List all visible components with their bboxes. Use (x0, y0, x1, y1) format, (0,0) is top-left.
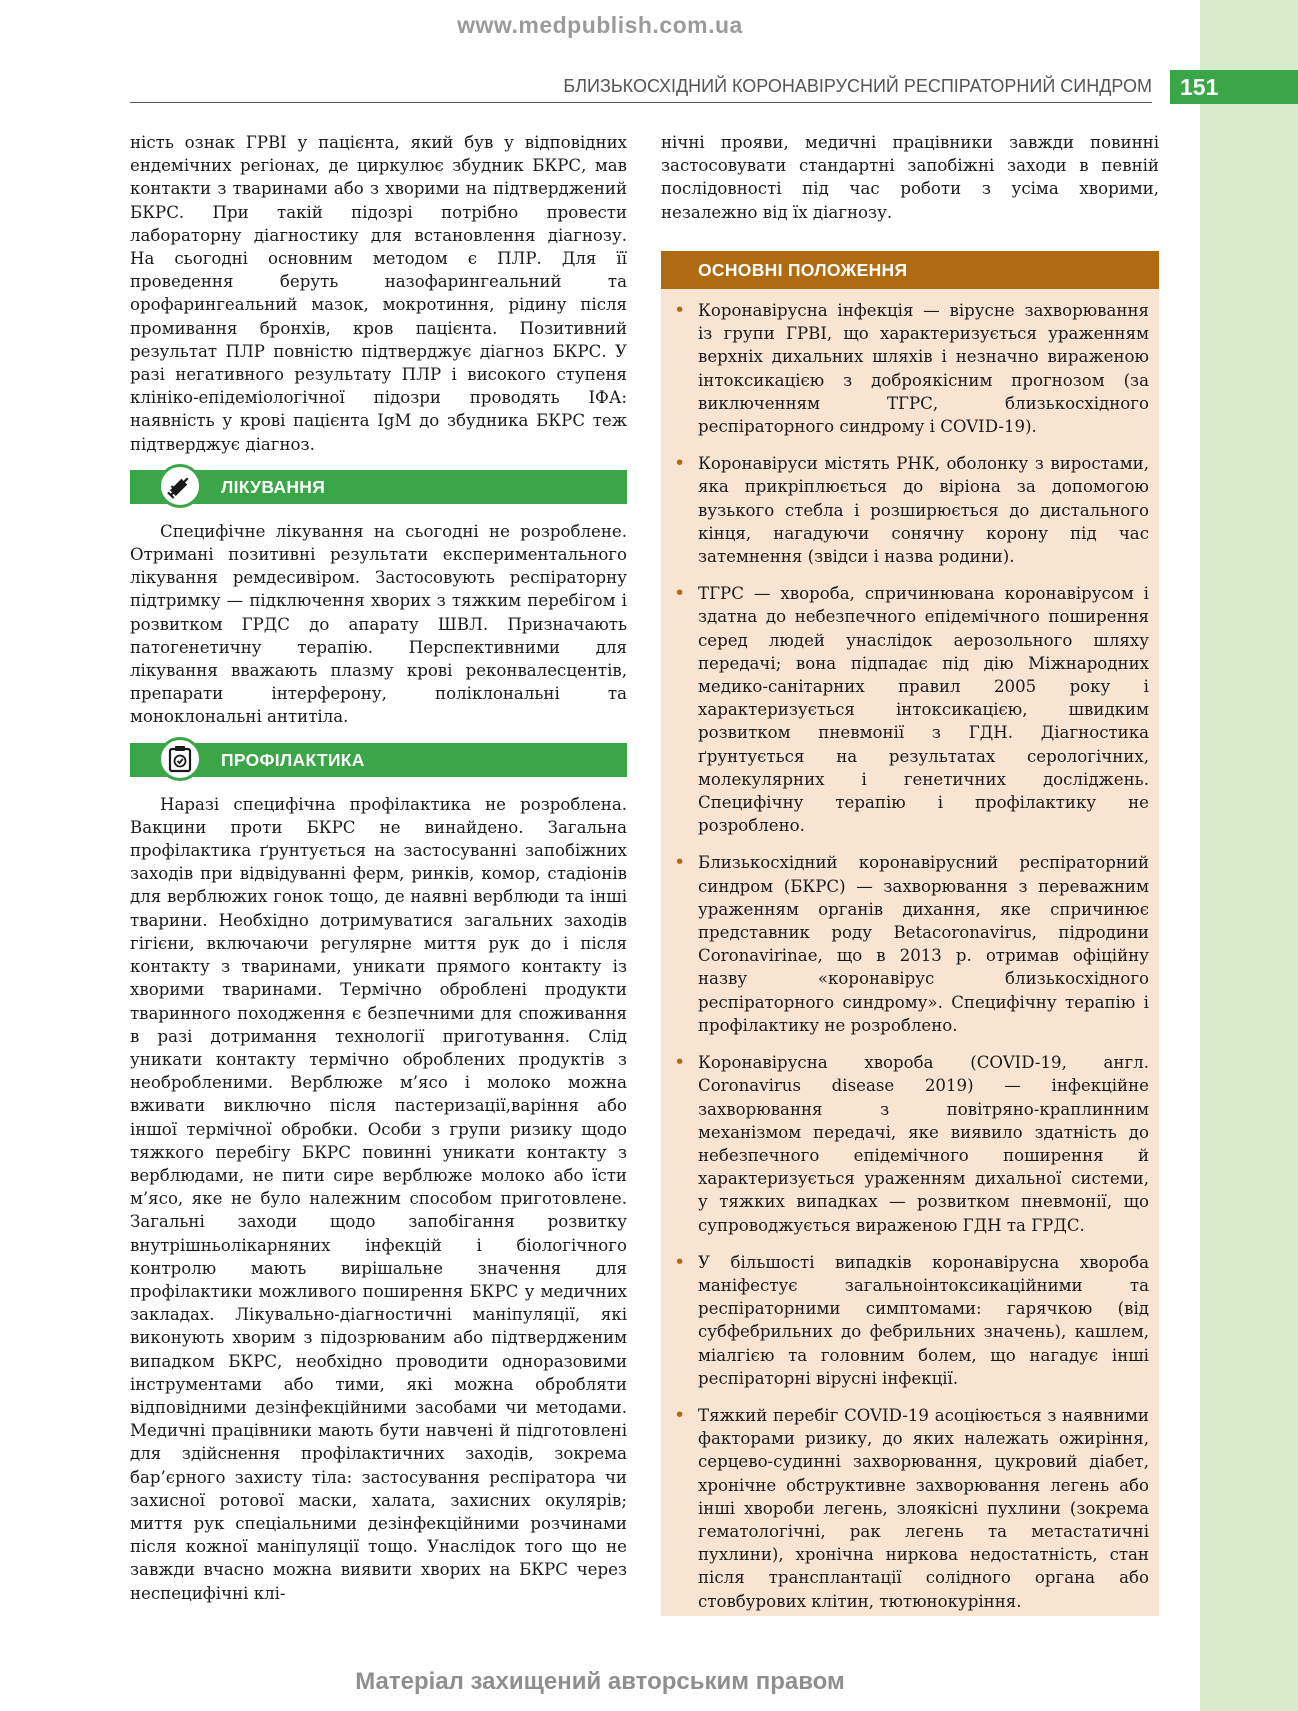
watermark-top: www.medpublish.com.ua (457, 12, 743, 38)
key-points-box (661, 251, 1159, 1616)
key-points-title: ОСНОВНІ ПОЛОЖЕННЯ (661, 251, 1159, 289)
running-title: БЛИЗЬКОСХІДНИЙ КОРОНАВІРУСНИЙ РЕСПІРАТОРНИЙ СИНДРОМ (563, 76, 1152, 96)
watermark-bottom: Матеріал захищений авторським правом (355, 1668, 845, 1695)
key-points-list (661, 289, 1159, 1613)
key-point-item: • ТГРС — хвороба, спричинювана коронавірусом і здатна до небезпечного епідемічного поширення серед людей унаслідок аерозольного шляху передачі; вона підпадає під дію Міжнародних медико-санітарних правил 2005 року і характеризується інтоксикацією, швидким розвитком пневмонії з ГДН. Діагностика ґрунтується на результатах серологічних, молекулярних і генетичних досліджень. Специфічну терапію і профілактику не розроблено. (698, 582, 1149, 837)
key-point-item: • Коронавірусна хвороба (COVID-19, англ. Coronavirus disease 2019) — інфекційне захворювання з повітряно-краплинним механізмом передачі, яке виявило здатність до небезпечного епідемічного поширення й характеризується ураженням дихальної системи, у тяжких випадках — розвитком пневмонії, що супроводжується вираженою ГДН та ГРДС. (698, 1051, 1149, 1237)
left-column (130, 131, 627, 1605)
key-point-item: • Тяжкий перебіг COVID-19 асоціюється з наявними факторами ризику, до яких належать ожиріння, серцево-судинні захворювання, цукровий діабет, хронічне обструктивне захворювання легень або інші хвороби легень, злоякісні пухлини (зокрема гематологічні, рак легень та метастатичні пухлини), хронічна ниркова недостатність, стан після трансплантації солідного органа або стовбурових клітин, тютюнокуріння. (698, 1404, 1149, 1613)
running-header (130, 71, 1152, 103)
right-column (661, 131, 1159, 224)
continuation-paragraph: нічні прояви, медичні працівники завжди повинні застосовувати стандартні запобіжні заходи в певній послідовності під час роботи з усіма хворими, незалежно від їх діагнозу. (661, 133, 1159, 222)
key-point-item: • Близькосхідний коронавірусний респіраторний синдром (БКРС) — захворювання з переважним ураженням органів дихання, яке спричинює представник роду Betacoronavirus, підродини Coronavirinae, що в 2013 р. отримав офіційну назву «коронавірус близькосхідного респіраторного синдрому». Специфічну терапію і профілактику не розроблено. (698, 851, 1149, 1037)
intro-paragraph: ність ознак ГРВІ у пацієнта, який був у відповідних ендемічних регіонах, де циркулює збудник БКРС, мав контакти з тваринами або з хворими на підтверджений БКРС. При такій підозрі потрібно провести лабораторну діагностику для встановлення діагнозу. На сьогодні основним методом є ПЛР. Для її проведення беруть назофарингеальний та орофарингеальний мазок, мокротиння, рідину після промивання бронхів, кров пацієнта. Позитивний результат ПЛР повністю підтверджує діагноз БКРС. У разі негативного результату ПЛР і високого ступеня клініко-епідеміологічної підозри проводять ІФА: наявність у крові пацієнта IgM до збудника БКРС теж підтверджує діагноз. (130, 133, 627, 454)
side-color-band (1200, 0, 1298, 1711)
syringe-icon (158, 464, 202, 508)
treatment-text: Специфічне лікування на сьогодні не розроблене. Отримані позитивні результати експериментального лікування ремдесивіром. Застосовують респіраторну підтримку — підключення хворих з тяжким перебігом і розвитком ГРДС до апарату ШВЛ. Призначають патогенетичну терапію. Перспективними для лікування вважають плазму крові реконвалесцентів, препарати інтерферону, поліклональні та моноклональні антитіла. (130, 521, 627, 727)
key-point-item: • Коронавіруси містять РНК, оболонку з виростами, яка прикріплюється до віріона за допомогою вузького стебла і розширюється до дистального кінця, нагадуючи сонячну корону під час затемнення (звідси і назва родини). (698, 452, 1149, 568)
key-point-item: • Коронавірусна інфекція — вірусне захворювання із групи ГРВІ, що характеризується ураженням верхніх дихальних шляхів і незначно вираженою інтоксикацією з доброякісним прогнозом (за виключенням ТГРС, близькосхідного респіраторного синдрому і COVID-19). (698, 299, 1149, 438)
prevention-text: Наразі специфічна профілактика не розроблена. Вакцини проти БКРС не винайдено. Загальна профілактика ґрунтується на застосуванні запобіжних заходів при відвідуванні ферм, ринків, комор, стадіонів для верблюжих гонок тощо, де наявні верблюди та інші тварини. Необхідно дотримуватися загальних заходів гігієни, включаючи регулярне миття рук до і після контакту з тваринами, уникати прямого контакту із хворими тваринами. Термічно оброблені продукти тваринного походження є безпечними для споживання в разі дотримання технології приготування. Слід уникати контакту термічно оброблених продуктів з необробленими. Верблюже м’ясо і молоко можна вживати виключно після пастеризації,варіння або іншої термічної обробки. Особи з групи ризику щодо тяжкого перебігу БКРС повинні уникати контакту з верблюдами, не пити сире верблюже молоко або їсти м’ясо, яке не було належним способом приготовлене. Загальні заходи щодо запобігання розвитку внутрішньолікарняних інфекцій і біологічного контролю мають вирішальне значення для профілактики можливого поширення БКРС у медичних закладах. Лікувально-діагностичні маніпуляції, які виконують хворим з підозрюваним або підтвердженим випадком БКРС, необхідно проводити одноразовими інструментами або тими, які можна обробляти відповідними дезінфекційними засобами чи методами. Медичні працівники мають бути навчені й підготовлені для здійснення профілактичних заходів, зокрема бар’єрного захисту тіла: застосування респіратора чи захисної ротової маски, халата, захисних окулярів; миття рук спеціальними дезінфекційними розчинами після кожної маніпуляції тощо. Унаслідок того що не завжди вчасно можна виявити хворих на БКРС через неспецифічні клі- (130, 794, 627, 1603)
clipboard-check-icon (158, 737, 202, 781)
treatment-section-header (130, 470, 627, 504)
treatment-title: ЛІКУВАННЯ (221, 476, 326, 497)
prevention-title: ПРОФІЛАКТИКА (221, 749, 365, 770)
page-number: 151 (1170, 70, 1298, 104)
key-point-item: • У більшості випадків коронавірусна хвороба маніфестує загальноінтоксикаційними та респіраторними симптомами: гарячкою (від субфебрильних до фебрильних значень), кашлем, міалгією та головним болем, що нагадує інші респіраторні вірусні інфекції. (698, 1251, 1149, 1390)
prevention-section-header (130, 743, 627, 777)
